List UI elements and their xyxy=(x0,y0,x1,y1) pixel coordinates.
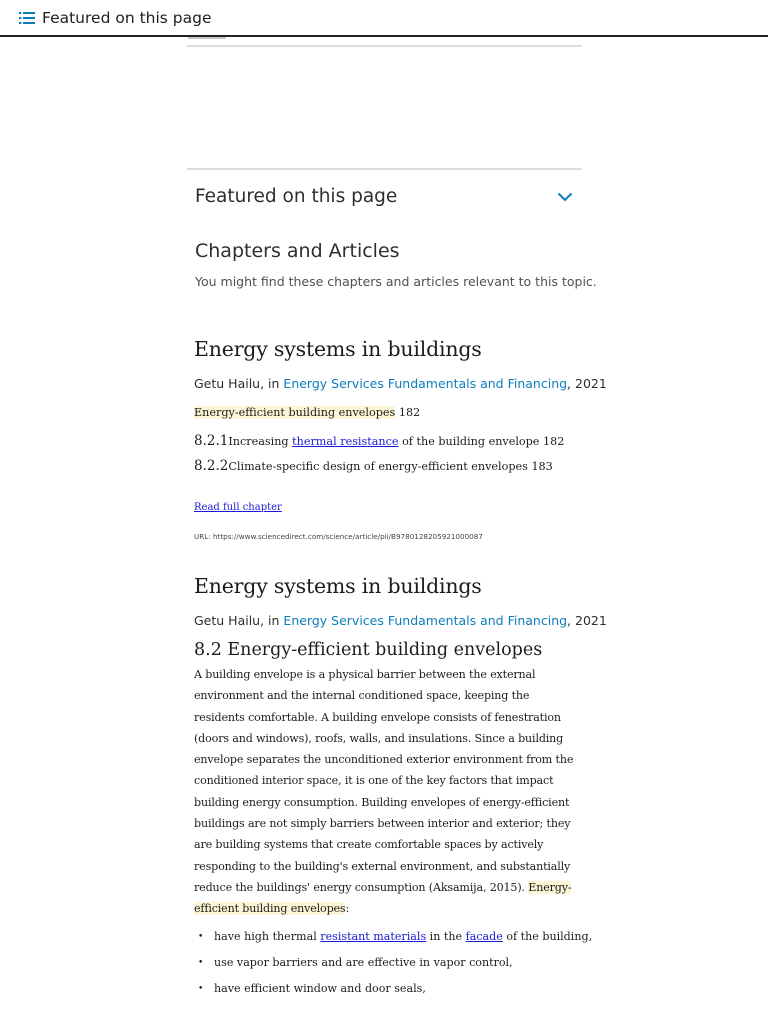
list-item xyxy=(194,978,579,1004)
toc-text: Increasing xyxy=(228,435,293,448)
divider xyxy=(187,45,582,47)
paragraph-text: A building envelope is a physical barrier between the external environment and the internal conditioned space, keeping the residents comfortable. A building envelope consists of fenestration (doors and windows), roofs, walls, and insulations. Since a building envelope separates the unconditioned exterior environment from the conditioned interior space, it is one of the key factors that impact building energy consumption. Building envelopes of energy-efficient buildings are not simply barriers between interior and exterior; they are building systems that create comfortable spaces by actively responding to the building's external environment, and substantially reduce the buildings' energy consumption (Aksamija, 2015). xyxy=(194,668,574,894)
source-link[interactable]: Energy Services Fundamentals and Financing xyxy=(283,613,568,628)
chapters-subtitle: You might find these chapters and articles relevant to this topic. xyxy=(195,274,597,289)
list-text: of the building, xyxy=(502,930,593,943)
article1-title[interactable]: Energy systems in buildings xyxy=(194,337,482,361)
facade-link[interactable]: facade xyxy=(465,930,503,943)
list-icon xyxy=(19,11,35,25)
toc-number: 8.2.1 xyxy=(194,433,229,449)
source-link[interactable]: Energy Services Fundamentals and Financing xyxy=(283,376,568,391)
read-full-chapter-link[interactable]: Read full chapter xyxy=(194,502,282,513)
list-text: have high thermal xyxy=(214,930,321,943)
article-paragraph xyxy=(194,664,579,920)
list-text: use vapor barriers and are effective in vapor control, xyxy=(214,956,513,969)
year: , 2021 xyxy=(567,613,607,628)
list-item xyxy=(194,952,579,978)
list-text: in the xyxy=(426,930,466,943)
article-url: URL: https://www.sciencedirect.com/science/article/pii/B9780128205921000087 xyxy=(194,532,483,541)
toc-text: Climate-specific design of energy-efficient envelopes 183 xyxy=(228,460,553,473)
resistant-materials-link[interactable]: resistant materials xyxy=(320,930,427,943)
section-heading: 8.2 Energy-efficient building envelopes xyxy=(194,640,543,660)
author: Getu Hailu, in xyxy=(194,376,284,391)
year: , 2021 xyxy=(567,376,607,391)
toc-item-highlight: Energy-efficient building envelopes xyxy=(194,406,396,419)
article2-title[interactable]: Energy systems in buildings xyxy=(194,574,482,598)
chapters-heading: Chapters and Articles xyxy=(195,240,400,262)
toc-page: 182 xyxy=(395,406,421,419)
featured-topbar[interactable] xyxy=(0,0,768,37)
toc-text: of the building envelope 182 xyxy=(398,435,565,448)
paragraph-end: : xyxy=(345,902,350,916)
list-text: have efficient window and door seals, xyxy=(214,982,426,995)
chevron-down-icon[interactable] xyxy=(557,192,573,202)
toc-item xyxy=(194,458,553,474)
article2-byline xyxy=(194,613,607,628)
divider xyxy=(187,168,582,170)
toc-number: 8.2.2 xyxy=(194,458,229,474)
thermal-resistance-link[interactable]: thermal resistance xyxy=(292,435,399,448)
list-item xyxy=(194,926,593,952)
paragraph-highlight: Energy-efficient building envelopes xyxy=(194,880,572,916)
feature-list xyxy=(194,926,593,1004)
toc-item xyxy=(194,406,420,419)
toc-item xyxy=(194,433,564,449)
author: Getu Hailu, in xyxy=(194,613,284,628)
topbar-label: Featured on this page xyxy=(42,8,212,27)
featured-title: Featured on this page xyxy=(195,186,398,207)
featured-section-header[interactable] xyxy=(195,186,580,207)
article1-byline xyxy=(194,376,607,391)
